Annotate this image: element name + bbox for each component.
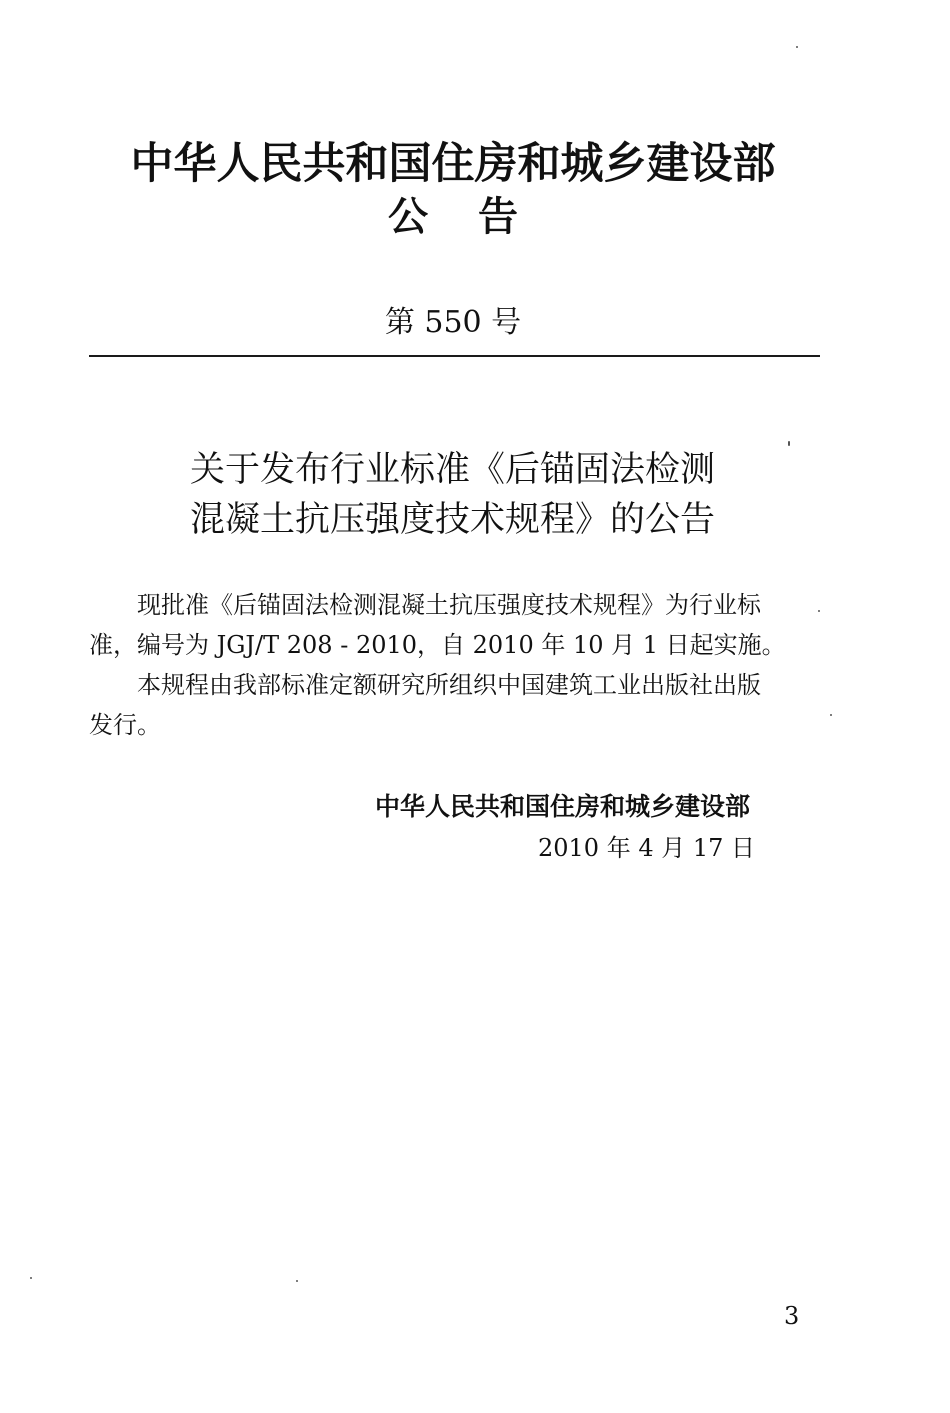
scan-speck (818, 610, 820, 612)
scan-speck (296, 1280, 298, 1282)
scan-speck (30, 1277, 32, 1279)
signature-organization: 中华人民共和国住房和城乡建设部 (375, 792, 751, 821)
scan-speck (788, 441, 790, 446)
paragraph-1-line-1: 现批准《后锚固法检测混凝土抗压强度技术规程》为行业标 (137, 591, 761, 619)
paragraph-2-line-2: 发行。 (89, 711, 161, 739)
announcement-title-line-2: 混凝土抗压强度技术规程》的公告 (190, 500, 716, 540)
scan-speck (796, 46, 798, 48)
announcement-body (89, 585, 829, 745)
header-divider (89, 355, 820, 357)
notice-heading: 公告 (388, 193, 568, 240)
announcement-title-line-1: 关于发布行业标准《后锚固法检测 (190, 450, 716, 490)
signature-date: 2010 年 4 月 17 日 (538, 834, 756, 862)
paragraph-2-line-1: 本规程由我部标准定额研究所组织中国建筑工业出版社出版 (137, 671, 761, 699)
announcement-title (190, 445, 715, 545)
paragraph-1-line-2: 准，编号为 JGJ/T 208 - 2010，自 2010 年 10 月 1 日起实施。 (89, 631, 786, 659)
ministry-title: 中华人民共和国住房和城乡建设部 (130, 139, 776, 189)
page-number: 3 (784, 1302, 800, 1330)
scan-speck (830, 714, 832, 716)
notice-number: 第 550 号 (384, 305, 522, 340)
